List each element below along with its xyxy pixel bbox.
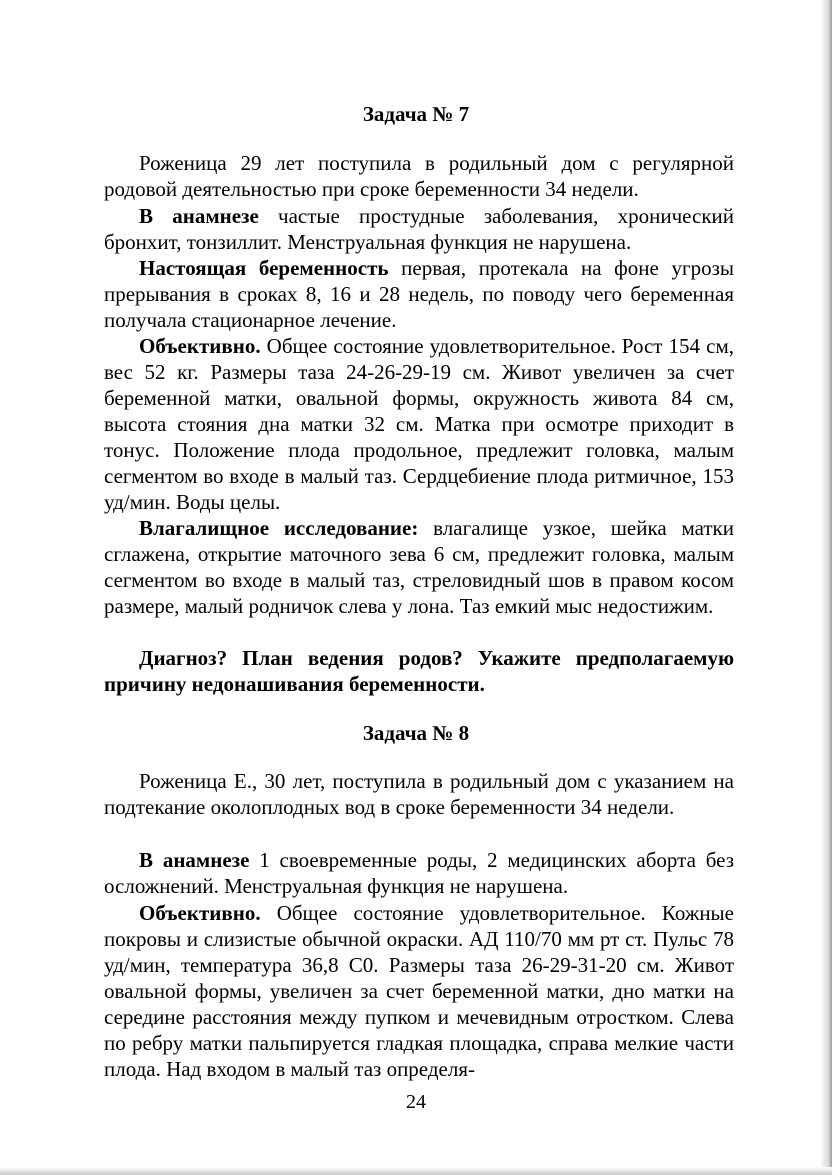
task-7-pregnancy-text: первая, протекала на фоне угрозы прерывания в сроках 8, 16 и 28 недель, по поводу чего беременная получала стационарное лечение. (104, 256, 734, 332)
page-bottom-shadow (0, 1167, 832, 1175)
task-7-anamnesis-label: В анамнезе (139, 204, 259, 228)
page-number: 24 (406, 1091, 426, 1113)
task-7-paragraph-2 (104, 203, 734, 255)
task-7-pregnancy-label: Настоящая беременность (139, 256, 389, 280)
task-7-objective-text: Общее состояние удовлетворительное. Рост 154 см, вес 52 кг. Размеры таза 24-26-29-19 см. Живот увеличен за счет беременной матки, овальной формы, окружность живота 84 см, высота стояния дна матки 32 см. Матка при осмотре приходит в тонус. Положение плода продольное, предлежит головка, малым сегментом во входе в малый таз. Сердцебиение плода ритмичное, 153 уд/мин. Воды целы. (104, 334, 734, 514)
task-7-question: Диагноз? План ведения родов? Укажите предполагаемую причину недонашивания беременности. (104, 646, 734, 696)
task-7-anamnesis-text: частые простудные заболевания, хронический бронхит, тонзиллит. Менструальная функция не нарушена. (104, 204, 735, 254)
page-edge-shadow (820, 0, 832, 1175)
task-8-objective-text: Общее состояние удовлетворительное. Кожные покровы и слизистые обычной окраски. АД 110/70 мм рт ст. Пульс 78 уд/мин, температура 36,8 С0. Размеры таза 26-29-31-20 см. Живот овальной формы, увеличен за счет беременной матки, дно матки на середине расстояния между пупком и мечевидным отростком. Слева по ребру матки пальпируется гладкая площадка, справа мелкие части плода. Над входом в малый таз определя- (104, 901, 734, 1081)
task-7-paragraph-3 (104, 255, 734, 333)
task-7-paragraph-4 (104, 333, 734, 515)
task-8-title: Задача № 8 (362, 721, 470, 745)
task-8-objective-label: Объективно. (139, 901, 261, 925)
task-8-paragraph-1: Роженица Е., 30 лет, поступила в родильный дом с указанием на подтекание околоплодных вод в сроке беременности 34 недели. (104, 769, 734, 819)
task-7-paragraph-5 (104, 515, 734, 619)
task-8-paragraph-2 (104, 847, 734, 899)
task-7-vaginal-exam-label: Влагалищное исследование: (139, 516, 419, 540)
task-7-objective-label: Объективно. (139, 334, 261, 358)
task-8-anamnesis-text: 1 своевременные роды, 2 медицинских аборта без осложнений. Менструальная функция не нарушена. (104, 848, 735, 898)
task-7-paragraph-1: Роженица 29 лет поступила в родильный дом с регулярной родовой деятельностью при сроке беременности 34 недели. (104, 151, 734, 201)
task-8-anamnesis-label: В анамнезе (139, 848, 250, 872)
task-7-vaginal-exam-text: влагалище узкое, шейка матки сглажена, открытие маточного зева 6 см, предлежит головка, малым сегментом во входе в малый таз, стреловидный шов в правом косом размере, малый родничок слева у лона. Таз емкий мыс недостижим. (104, 516, 734, 618)
task-8-paragraph-3 (104, 900, 734, 1082)
task-7-title: Задача № 7 (362, 102, 470, 126)
